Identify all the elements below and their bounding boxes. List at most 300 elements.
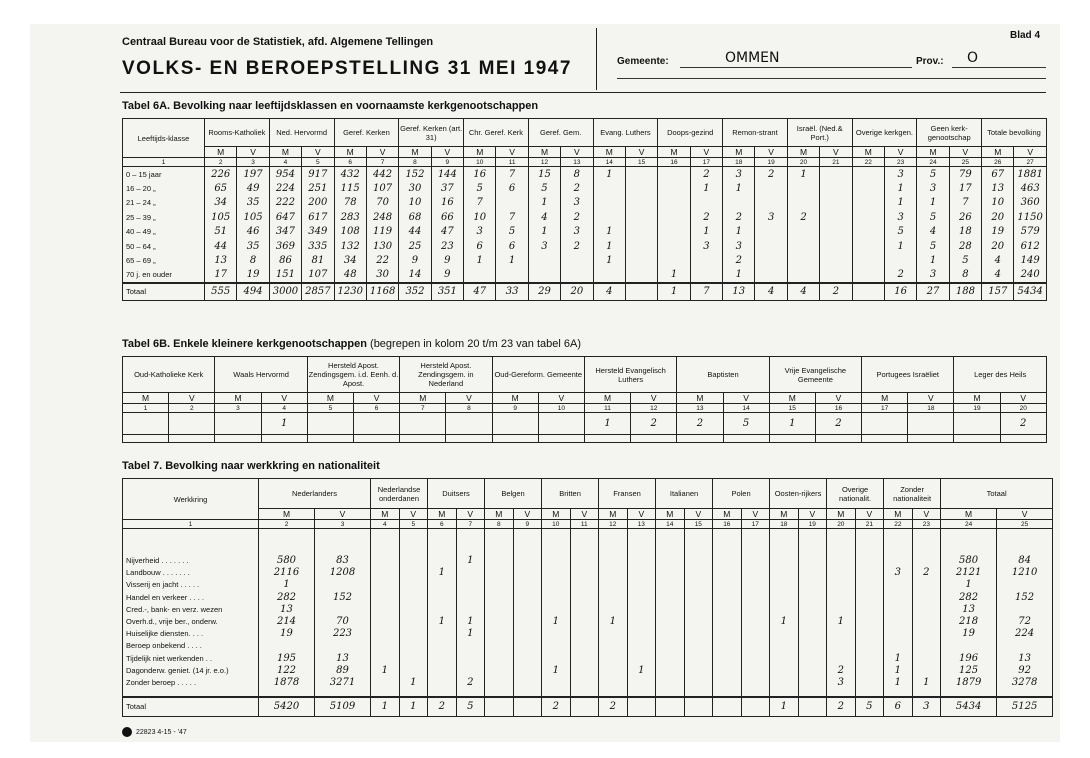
data-cell (690, 196, 722, 211)
spacer-cell (399, 689, 428, 697)
row-label: Handel en verkeer . . . . (123, 591, 259, 603)
data-cell: 66 (431, 210, 463, 225)
data-cell (941, 640, 997, 652)
row-label: Zonder beroep . . . . . (123, 676, 259, 688)
column-group-header: Geen kerk-genootschap (917, 119, 982, 147)
data-cell (561, 254, 593, 269)
data-cell (684, 579, 713, 591)
sex-header: V (741, 509, 770, 520)
data-cell: 8 (237, 254, 269, 269)
sex-header: M (464, 147, 496, 158)
data-cell (884, 603, 913, 615)
data-cell (855, 615, 884, 627)
data-cell (315, 603, 371, 615)
spacer-cell (485, 529, 514, 555)
table6a-number: Tabel 6A. (122, 100, 171, 112)
data-cell (371, 615, 400, 627)
data-cell: 1 (723, 225, 755, 240)
data-cell (798, 579, 827, 591)
data-cell (855, 567, 884, 579)
data-cell (428, 555, 457, 567)
spacer-cell (656, 689, 685, 697)
data-cell: 1 (917, 196, 949, 211)
data-cell: 6 (496, 239, 528, 254)
data-cell (884, 555, 913, 567)
data-cell: 68 (399, 210, 431, 225)
data-cell (513, 652, 542, 664)
column-number: 4 (261, 404, 307, 413)
column-number: 20 (787, 158, 819, 167)
sex-header: V (723, 393, 769, 404)
data-cell (428, 640, 457, 652)
sex-header: V (997, 509, 1053, 520)
data-cell: 195 (259, 652, 315, 664)
sex-header: M (658, 147, 690, 158)
spacer-cell (428, 689, 457, 697)
sex-header: V (912, 509, 941, 520)
header-divider (596, 28, 597, 90)
data-cell (713, 567, 742, 579)
empty-cell (400, 435, 446, 443)
data-cell (561, 268, 593, 283)
column-number: 19 (755, 158, 787, 167)
data-cell: 1210 (997, 567, 1053, 579)
data-cell: 2 (912, 567, 941, 579)
total-cell: 27 (917, 283, 949, 301)
table-row (123, 628, 1053, 640)
data-cell (428, 628, 457, 640)
data-cell: 13 (982, 181, 1014, 196)
column-number: 1 (123, 158, 205, 167)
data-cell: 3271 (315, 676, 371, 688)
column-group-header: Zonder nationaliteit (884, 479, 941, 509)
spacer-cell (941, 529, 997, 555)
data-cell (912, 603, 941, 615)
data-cell (912, 628, 941, 640)
sex-header: V (302, 147, 334, 158)
data-cell: 2116 (259, 567, 315, 579)
data-cell: 44 (205, 239, 237, 254)
data-cell: 1 (884, 652, 913, 664)
data-cell: 5 (949, 254, 981, 269)
total-cell: 157 (982, 283, 1014, 301)
data-cell: 5 (496, 225, 528, 240)
data-cell: 4 (528, 210, 560, 225)
column-number: 14 (593, 158, 625, 167)
data-cell: 442 (366, 167, 398, 182)
total-cell: 4 (593, 283, 625, 301)
column-number: 15 (769, 404, 815, 413)
row-label: 70 j. en ouder (123, 268, 205, 283)
total-cell (741, 697, 770, 717)
data-cell: 3278 (997, 676, 1053, 688)
data-cell: 251 (302, 181, 334, 196)
data-cell (656, 615, 685, 627)
total-cell: 1168 (366, 283, 398, 301)
column-group-header: Nederlandse onderdanen (371, 479, 428, 509)
total-cell: 1 (399, 697, 428, 717)
column-number: 24 (917, 158, 949, 167)
data-cell (855, 676, 884, 688)
sex-header: V (496, 147, 528, 158)
data-cell (428, 579, 457, 591)
data-cell (485, 652, 514, 664)
data-cell (855, 555, 884, 567)
data-cell (713, 652, 742, 664)
sex-header: V (570, 509, 599, 520)
column-group-header: Hersteld Apost. Zendingsgem. in Nederland (400, 357, 492, 393)
sex-header: V (625, 147, 657, 158)
data-cell (599, 591, 628, 603)
total-cell: 188 (949, 283, 981, 301)
sex-header: V (855, 509, 884, 520)
data-cell (625, 210, 657, 225)
data-cell (713, 640, 742, 652)
data-cell (599, 652, 628, 664)
data-cell: 1 (723, 268, 755, 283)
sex-header: V (798, 509, 827, 520)
empty-cell (677, 435, 723, 443)
data-cell: 580 (259, 555, 315, 567)
data-cell: 4 (982, 268, 1014, 283)
column-number: 11 (570, 520, 599, 529)
column-number: 10 (538, 404, 584, 413)
document-title: VOLKS- EN BEROEPSTELLING 31 MEI 1947 (122, 58, 572, 79)
table-row (123, 529, 1053, 555)
row-label: 16 – 20 „ (123, 181, 205, 196)
data-cell: 1 (428, 567, 457, 579)
data-cell (513, 591, 542, 603)
data-cell: 218 (941, 615, 997, 627)
total-cell: 47 (464, 283, 496, 301)
column-number: 22 (884, 520, 913, 529)
data-cell: 1208 (315, 567, 371, 579)
data-cell: 200 (302, 196, 334, 211)
sex-header: M (599, 509, 628, 520)
data-cell (997, 603, 1053, 615)
data-cell (513, 628, 542, 640)
column-number: 9 (492, 404, 538, 413)
data-cell: 16 (431, 196, 463, 211)
cbs-logo-icon (122, 727, 132, 737)
data-cell (656, 567, 685, 579)
total-cell (513, 697, 542, 717)
total-cell: 4 (787, 283, 819, 301)
data-cell (713, 579, 742, 591)
data-cell: 7 (949, 196, 981, 211)
column-number: 21 (855, 520, 884, 529)
total-cell (570, 697, 599, 717)
sex-header: V (690, 147, 722, 158)
spacer-cell (770, 689, 799, 697)
spacer-cell (428, 529, 457, 555)
data-cell: 13 (997, 652, 1053, 664)
data-cell (215, 413, 261, 435)
spacer-cell (513, 529, 542, 555)
sex-header: M (215, 393, 261, 404)
data-cell: 13 (315, 652, 371, 664)
data-cell (770, 664, 799, 676)
table-row (123, 689, 1053, 697)
data-cell: 35 (237, 239, 269, 254)
column-group-header: Overige nationalit. (827, 479, 884, 509)
column-number: 7 (456, 520, 485, 529)
data-cell: 214 (259, 615, 315, 627)
data-cell: 81 (302, 254, 334, 269)
data-cell (485, 676, 514, 688)
column-group-header: Israël. (Ned.& Port.) (787, 119, 852, 147)
data-cell (713, 664, 742, 676)
data-cell (485, 664, 514, 676)
spacer-cell (259, 529, 315, 555)
data-cell: 3 (690, 239, 722, 254)
data-cell: 152 (315, 591, 371, 603)
data-cell (428, 591, 457, 603)
data-cell (770, 567, 799, 579)
data-cell (428, 664, 457, 676)
data-cell (599, 555, 628, 567)
table-row (123, 652, 1053, 664)
data-cell: 3 (884, 567, 913, 579)
data-cell (570, 676, 599, 688)
data-cell (684, 567, 713, 579)
data-cell (820, 225, 852, 240)
gemeente-underline (680, 67, 912, 68)
data-cell (456, 652, 485, 664)
data-cell: 10 (982, 196, 1014, 211)
data-cell (570, 591, 599, 603)
total-cell: 1 (371, 697, 400, 717)
spacer-cell (570, 689, 599, 697)
table6a-title: Bevolking naar leeftijdsklassen en voornaamste kerkgenootschappen (173, 100, 539, 112)
data-cell: 1 (770, 615, 799, 627)
data-cell (428, 603, 457, 615)
total-cell: 5420 (259, 697, 315, 717)
data-cell: 3 (917, 268, 949, 283)
data-cell (912, 555, 941, 567)
sex-header: V (261, 393, 307, 404)
sex-header: M (584, 393, 630, 404)
column-number: 2 (169, 404, 215, 413)
data-cell (599, 579, 628, 591)
total-cell: 13 (723, 283, 755, 301)
sex-header: M (713, 509, 742, 520)
total-cell: 20 (561, 283, 593, 301)
data-cell: 83 (315, 555, 371, 567)
data-cell (862, 413, 908, 435)
data-cell (656, 628, 685, 640)
data-cell: 9 (399, 254, 431, 269)
column-number: 26 (982, 158, 1014, 167)
data-cell: 5 (884, 225, 916, 240)
total-cell: 2857 (302, 283, 334, 301)
data-cell (884, 628, 913, 640)
data-cell (820, 254, 852, 269)
column-group-header: Baptisten (677, 357, 769, 393)
column-number: 9 (513, 520, 542, 529)
data-cell (485, 555, 514, 567)
data-cell (855, 628, 884, 640)
column-number: 8 (399, 158, 431, 167)
row-label: Visserij en jacht . . . . . (123, 579, 259, 591)
sex-header: V (366, 147, 398, 158)
sex-header: M (334, 147, 366, 158)
data-cell (770, 676, 799, 688)
province-label: Prov.: (916, 56, 944, 67)
data-cell: 10 (464, 210, 496, 225)
data-cell (741, 579, 770, 591)
data-cell: 1 (456, 628, 485, 640)
empty-cell (123, 435, 169, 443)
data-cell (755, 181, 787, 196)
sex-header: V (949, 147, 981, 158)
total-cell: 5109 (315, 697, 371, 717)
data-cell (371, 567, 400, 579)
data-cell: 151 (269, 268, 301, 283)
data-cell: 1 (593, 254, 625, 269)
spacer-cell (123, 529, 259, 555)
data-cell: 2 (561, 210, 593, 225)
table-row (123, 196, 1047, 211)
data-cell (371, 640, 400, 652)
total-cell (713, 697, 742, 717)
column-number: 16 (713, 520, 742, 529)
data-cell (741, 567, 770, 579)
table-row (123, 664, 1053, 676)
data-cell (912, 579, 941, 591)
column-number: 9 (431, 158, 463, 167)
table-row (123, 158, 1047, 167)
column-group-header: Polen (713, 479, 770, 509)
data-cell (542, 676, 571, 688)
sex-header: M (769, 393, 815, 404)
data-cell (770, 591, 799, 603)
data-cell (852, 268, 884, 283)
data-cell: 1 (599, 615, 628, 627)
data-cell (485, 579, 514, 591)
total-cell: 352 (399, 283, 431, 301)
data-cell (456, 579, 485, 591)
data-cell: 3 (723, 167, 755, 182)
data-cell: 89 (315, 664, 371, 676)
total-cell: 7 (690, 283, 722, 301)
data-cell (684, 591, 713, 603)
data-cell (627, 640, 656, 652)
data-cell (627, 579, 656, 591)
table7 (122, 478, 1053, 717)
data-cell: 6 (464, 239, 496, 254)
data-cell (827, 567, 856, 579)
data-cell (690, 254, 722, 269)
table7-number: Tabel 7. (122, 460, 163, 472)
data-cell: 1878 (259, 676, 315, 688)
data-cell (656, 652, 685, 664)
data-cell (852, 196, 884, 211)
data-cell: 1 (884, 181, 916, 196)
column-group-header: Evang. Luthers (593, 119, 658, 147)
data-cell (787, 268, 819, 283)
column-number: 20 (1000, 404, 1046, 413)
data-cell: 15 (528, 167, 560, 182)
row-label: 50 – 64 „ (123, 239, 205, 254)
column-number: 4 (269, 158, 301, 167)
column-number: 22 (852, 158, 884, 167)
data-cell (787, 225, 819, 240)
table6b-note: (begrepen in kolom 20 t/m 23 van tabel 6A) (370, 338, 581, 350)
sex-header: M (827, 509, 856, 520)
column-group-header: Ned. Hervormd (269, 119, 334, 147)
table-row (123, 239, 1047, 254)
data-cell: 17 (949, 181, 981, 196)
data-cell (399, 591, 428, 603)
total-cell: 3000 (269, 283, 301, 301)
data-cell (428, 652, 457, 664)
data-cell: 3 (561, 225, 593, 240)
spacer-cell (997, 689, 1053, 697)
data-cell: 18 (949, 225, 981, 240)
data-cell (912, 615, 941, 627)
data-cell: 34 (334, 254, 366, 269)
data-cell: 1 (690, 225, 722, 240)
empty-cell (261, 435, 307, 443)
data-cell (684, 615, 713, 627)
data-cell: 1 (827, 615, 856, 627)
data-cell (456, 567, 485, 579)
data-cell (513, 664, 542, 676)
data-cell: 70 (366, 196, 398, 211)
data-cell: 1 (528, 196, 560, 211)
data-cell (852, 167, 884, 182)
spacer-cell (485, 689, 514, 697)
column-group-header: Britten (542, 479, 599, 509)
data-cell (884, 254, 916, 269)
column-group-header: Duitsers (428, 479, 485, 509)
data-cell: 144 (431, 167, 463, 182)
data-cell (542, 640, 571, 652)
data-cell: 35 (237, 196, 269, 211)
data-cell: 1 (496, 254, 528, 269)
column-number: 10 (464, 158, 496, 167)
column-number: 11 (496, 158, 528, 167)
total-cell: 1 (770, 697, 799, 717)
data-cell: 1 (769, 413, 815, 435)
data-cell: 2 (787, 210, 819, 225)
table6b-caption (122, 338, 581, 350)
data-cell (656, 579, 685, 591)
spacer-cell (599, 689, 628, 697)
spacer-cell (315, 529, 371, 555)
data-cell (798, 555, 827, 567)
data-cell (912, 664, 941, 676)
data-cell (485, 615, 514, 627)
row-label: Landbouw . . . . . . . (123, 567, 259, 579)
column-number: 20 (827, 520, 856, 529)
data-cell (570, 615, 599, 627)
data-cell: 1 (884, 196, 916, 211)
data-cell (492, 413, 538, 435)
table7-caption (122, 460, 380, 472)
column-number: 15 (625, 158, 657, 167)
total-cell: 33 (496, 283, 528, 301)
data-cell (713, 628, 742, 640)
data-cell: 79 (949, 167, 981, 182)
table-row (123, 567, 1053, 579)
data-cell: 1 (456, 615, 485, 627)
data-cell (456, 640, 485, 652)
data-cell (599, 664, 628, 676)
data-cell (827, 591, 856, 603)
data-cell: 19 (237, 268, 269, 283)
